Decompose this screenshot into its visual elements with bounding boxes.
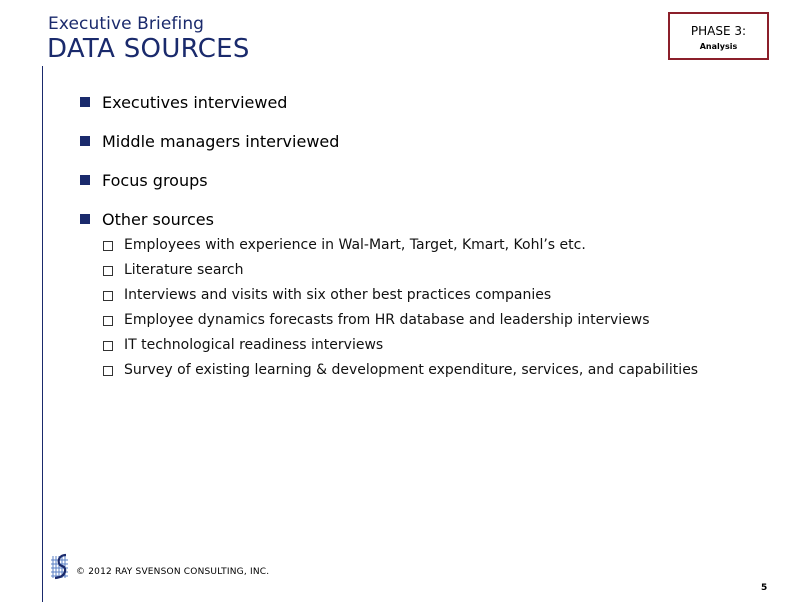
bullet-item [80,170,339,190]
bullet-item [80,92,339,112]
bullet-item [80,131,339,151]
hollow-square-bullet-icon [103,291,113,301]
sub-bullet-item [103,235,698,255]
sub-bullet-text: Interviews and visits with six other best practices companies [124,287,552,303]
page-number: 5 [761,583,768,593]
hollow-square-bullet-icon [103,266,113,276]
hollow-square-bullet-icon [103,366,113,376]
phase-subtitle: Analysis [699,42,738,51]
sub-bullet-text: IT technological readiness interviews [124,337,384,353]
hollow-square-bullet-icon [103,241,113,251]
bullet-text: Focus groups [102,170,208,190]
sub-bullet-text: Employees with experience in Wal-Mart, Target, Kmart, Kohl’s etc. [124,237,586,253]
bullet-text: Middle managers interviewed [102,131,340,151]
sub-bullet-item [103,335,698,355]
copyright-text: © 2012 RAY SVENSON CONSULTING, INC. [76,567,270,577]
sub-bullet-item [103,285,698,305]
left-rule-divider [42,66,43,602]
main-bullet-list [80,92,339,248]
hollow-square-bullet-icon [103,316,113,326]
briefing-subtitle: Executive Briefing [48,14,205,34]
square-bullet-icon [80,97,90,107]
sub-bullet-item [103,310,698,330]
sub-bullet-list [103,235,698,385]
company-logo-icon [49,552,71,580]
bullet-text: Executives interviewed [102,92,288,112]
square-bullet-icon [80,136,90,146]
sub-bullet-text: Employee dynamics forecasts from HR database and leadership interviews [124,312,650,328]
sub-bullet-text: Survey of existing learning & development expenditure, services, and capabilities [124,362,699,378]
square-bullet-icon [80,175,90,185]
phase-badge [668,12,769,60]
sub-bullet-item [103,260,698,280]
page-title: DATA SOURCES [47,34,250,64]
bullet-item [80,209,339,229]
bullet-text: Other sources [102,209,214,229]
hollow-square-bullet-icon [103,341,113,351]
sub-bullet-item [103,360,698,380]
sub-bullet-text: Literature search [124,262,244,278]
square-bullet-icon [80,214,90,224]
phase-title: PHASE 3: [690,24,747,38]
